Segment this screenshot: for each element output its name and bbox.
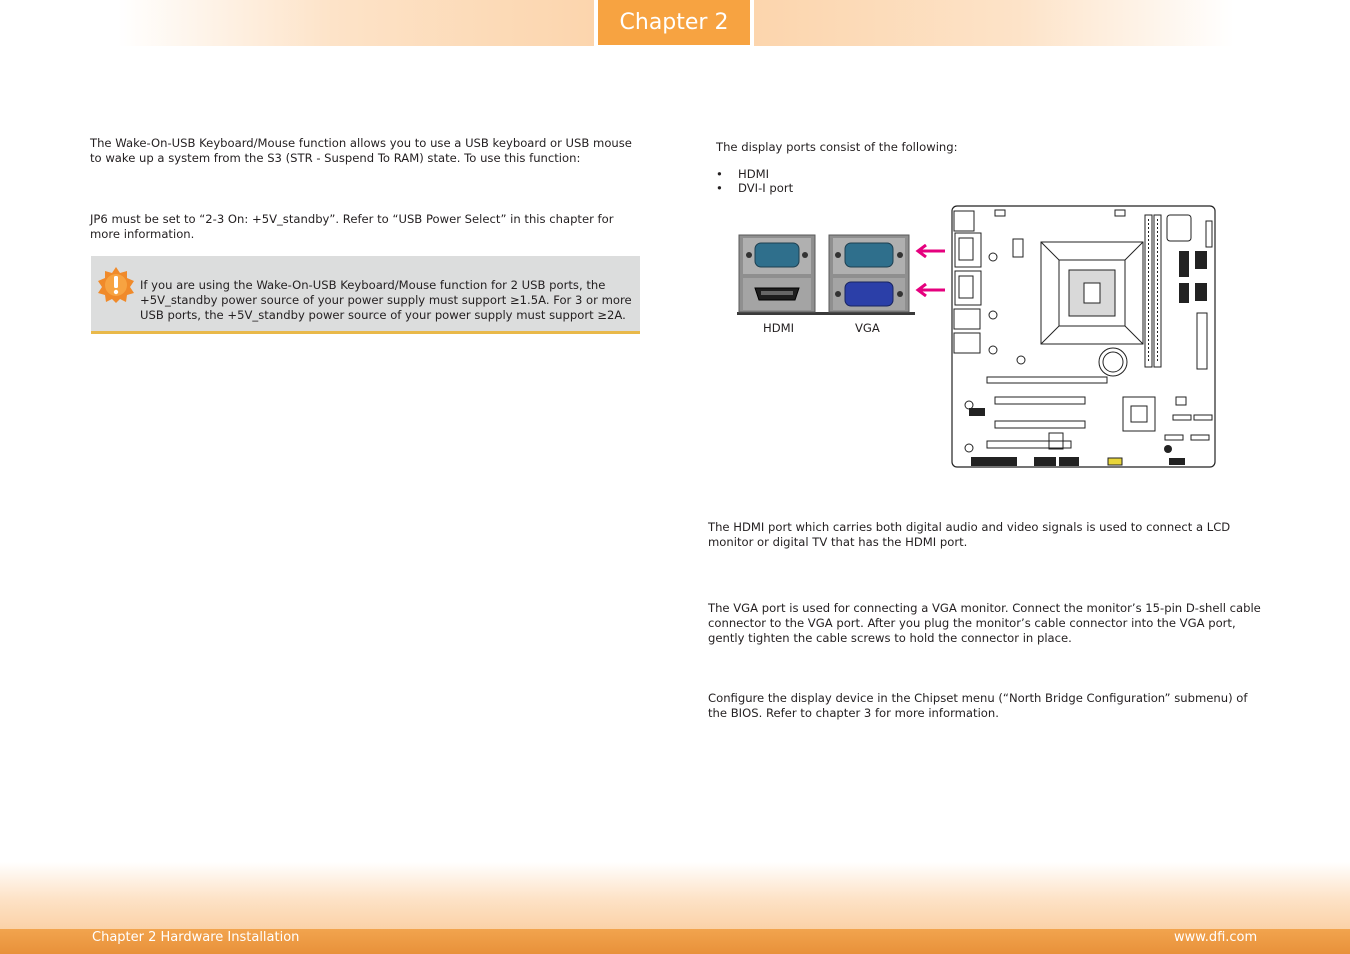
- arrow-left-icon: [914, 283, 946, 297]
- wake-on-usb-intro: The Wake-On-USB Keyboard/Mouse function allows you to use a USB keyboard or USB mouse to wake up a system from the S3 (STR - Suspend To RAM) state. To use this function:: [90, 136, 632, 165]
- jumper-text: JP6 must be set to “2-3 On: +5V_standby”. Refer to “USB Power Select” in this chapter for more information.: [90, 212, 614, 241]
- hdmi-description: The HDMI port which carries both digital audio and video signals is used to connect a LCD monitor or digital TV that has the HDMI port.: [708, 520, 1231, 549]
- list-item: • HDMI: [716, 167, 793, 181]
- bios-description: Configure the display device in the Chipset menu (“North Bridge Configuration” submenu) of the BIOS. Refer to chapter 3 for more information.: [708, 691, 1248, 720]
- display-intro: The display ports consist of the following:: [716, 140, 958, 154]
- note-text: If you are using the Wake-On-USB Keyboard/Mouse function for 2 USB ports, the +5V_standby power source of your power supply must support ≥1.5A. For 3 or more USB ports, the +5V_standby power source of your power supply must support ≥2A.: [140, 278, 632, 322]
- header-band-left: [118, 0, 594, 46]
- vga-port-block: [829, 235, 909, 312]
- display-port-list: [716, 167, 793, 195]
- footer-band: [0, 862, 1350, 930]
- hdmi-caption: HDMI: [763, 321, 795, 335]
- motherboard-layout-diagram: [951, 205, 1217, 469]
- chapter-tab[interactable]: Chapter 2: [598, 0, 750, 45]
- list-item: • DVI-I port: [716, 181, 793, 195]
- vga-caption: VGA: [855, 321, 880, 335]
- footer-chapter-title: Chapter 2 Hardware Installation: [92, 930, 300, 945]
- footer-website-link[interactable]: www.dfi.com: [1174, 930, 1258, 945]
- io-ports-illustration: [737, 232, 917, 316]
- exclamation-icon: [97, 266, 135, 304]
- header-band-right: [754, 0, 1234, 46]
- arrow-left-icon: [914, 244, 946, 258]
- vga-description: The VGA port is used for connecting a VGA monitor. Connect the monitor’s 15-pin D-shell cable connector to the VGA port. After you plug the monitor’s cable connector into the VGA port, gently tighten the cable screws to hold the connector in place.: [708, 601, 1261, 645]
- hdmi-port-block: [739, 235, 815, 312]
- note-box: [91, 256, 640, 334]
